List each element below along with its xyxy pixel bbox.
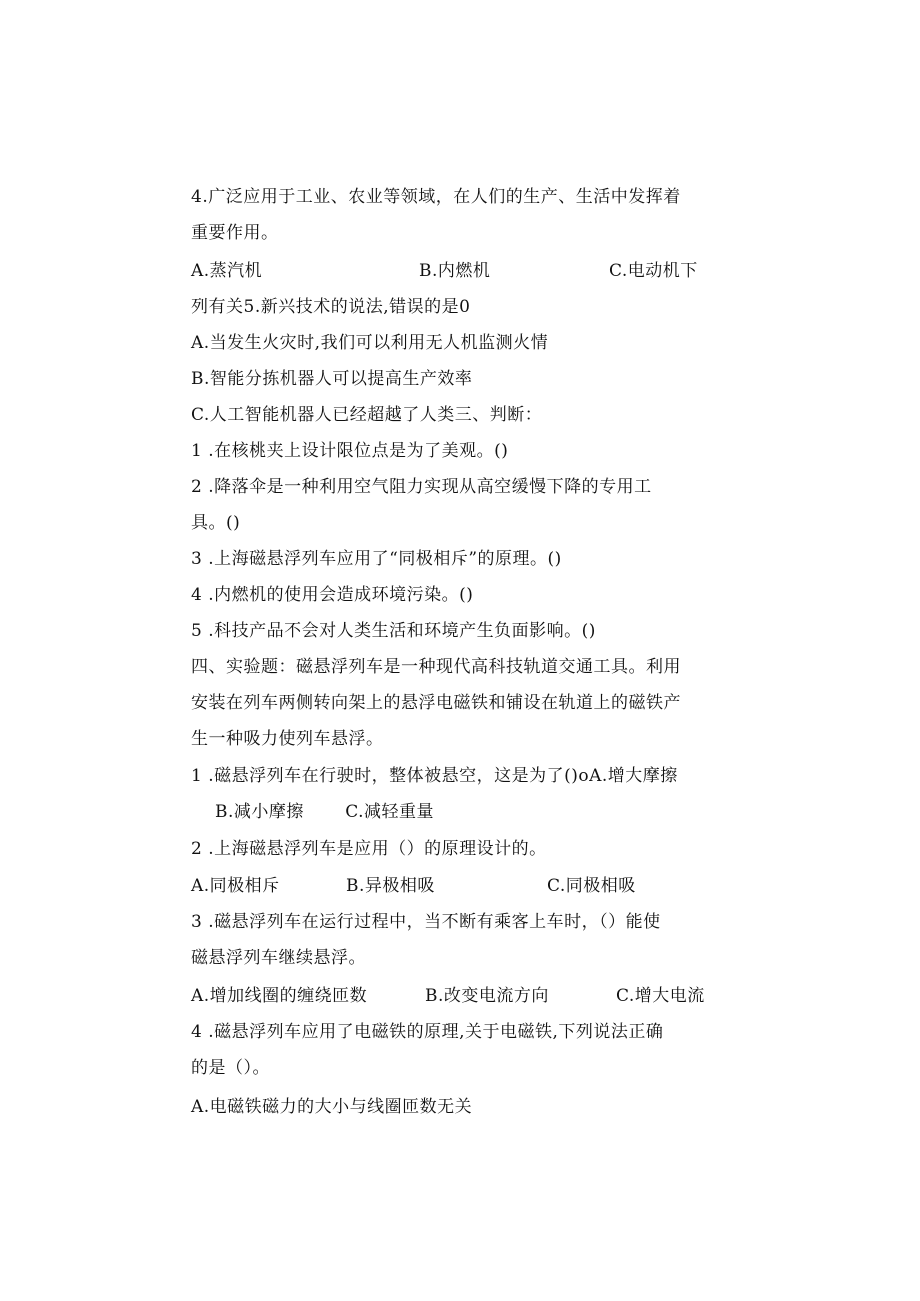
q5-option-c-and-section-3-heading: C.人工智能机器人已经超越了人类三、判断： [191,405,543,425]
experiment-question-4: 4 .磁悬浮列车应用了电磁铁的原理,关于电磁铁,下列说法正确 [191,1022,664,1042]
exp4-option-a: A.电磁铁磁力的大小与线圈匝数无关 [191,1097,473,1117]
section-4-intro: 安装在列车两侧转向架上的悬浮电磁铁和铺设在轨道上的磁铁产 [191,693,681,713]
exp3-option-b: B.改变电流方向 [425,986,549,1006]
exp2-option-b: B.异极相吸 [346,876,435,896]
q4-option-c: C.电动机下 [609,261,698,281]
experiment-question-4-cont: 的是（）。 [191,1058,270,1078]
judgement-item-2-cont: 具。() [191,513,241,533]
question-5-stem: 列有关5.新兴技术的说法,错误的是0 [191,297,471,317]
q4-option-a: A.蒸汽机 [191,261,263,281]
exp2-option-a: A.同极相斥 [191,876,280,896]
judgement-item-5: 5 .科技产品不会对人类生活和环境产生负面影响。() [191,621,596,641]
q5-option-a: A.当发生火灾时,我们可以利用无人机监测火情 [191,333,549,353]
experiment-question-3-cont: 磁悬浮列车继续悬浮。 [191,948,366,968]
section-4-heading: 四、实验题：磁悬浮列车是一种现代高科技轨道交通工具。利用 [191,657,681,677]
judgement-item-3: 3 .上海磁悬浮列车应用了“同极相斥”的原理。() [191,549,562,569]
q5-option-b: B.智能分拣机器人可以提高生产效率 [191,369,473,389]
section-4-intro-cont: 生一种吸力使列车悬浮。 [191,729,384,749]
judgement-item-4: 4 .内燃机的使用会造成环境污染。() [191,585,474,605]
judgement-item-2: 2 .降落伞是一种利用空气阻力实现从高空缓慢下降的专用工 [191,477,652,497]
experiment-question-1-options: B.减小摩擦 C.减轻重量 [215,802,435,822]
question-4-stem: 4.广泛应用于工业、农业等领域，在人们的生产、生活中发挥着 [191,187,681,207]
question-4-stem-cont: 重要作用。 [191,223,279,243]
experiment-question-3: 3 .磁悬浮列车在运行过程中，当不断有乘客上车时，（）能使 [191,912,661,932]
exp3-option-a: A.增加线圈的缠绕匝数 [191,986,368,1006]
judgement-item-1: 1 .在核桃夹上设计限位点是为了美观。() [191,441,509,461]
exp2-option-c: C.同极相吸 [547,876,636,896]
experiment-question-2: 2 .上海磁悬浮列车是应用（）的原理设计的。 [191,839,547,859]
q4-option-b: B.内燃机 [419,261,491,281]
experiment-question-1: 1 .磁悬浮列车在行驶时，整体被悬空，这是为了()oA.增大摩擦 [191,766,678,786]
exp3-option-c: C.增大电流 [616,986,705,1006]
